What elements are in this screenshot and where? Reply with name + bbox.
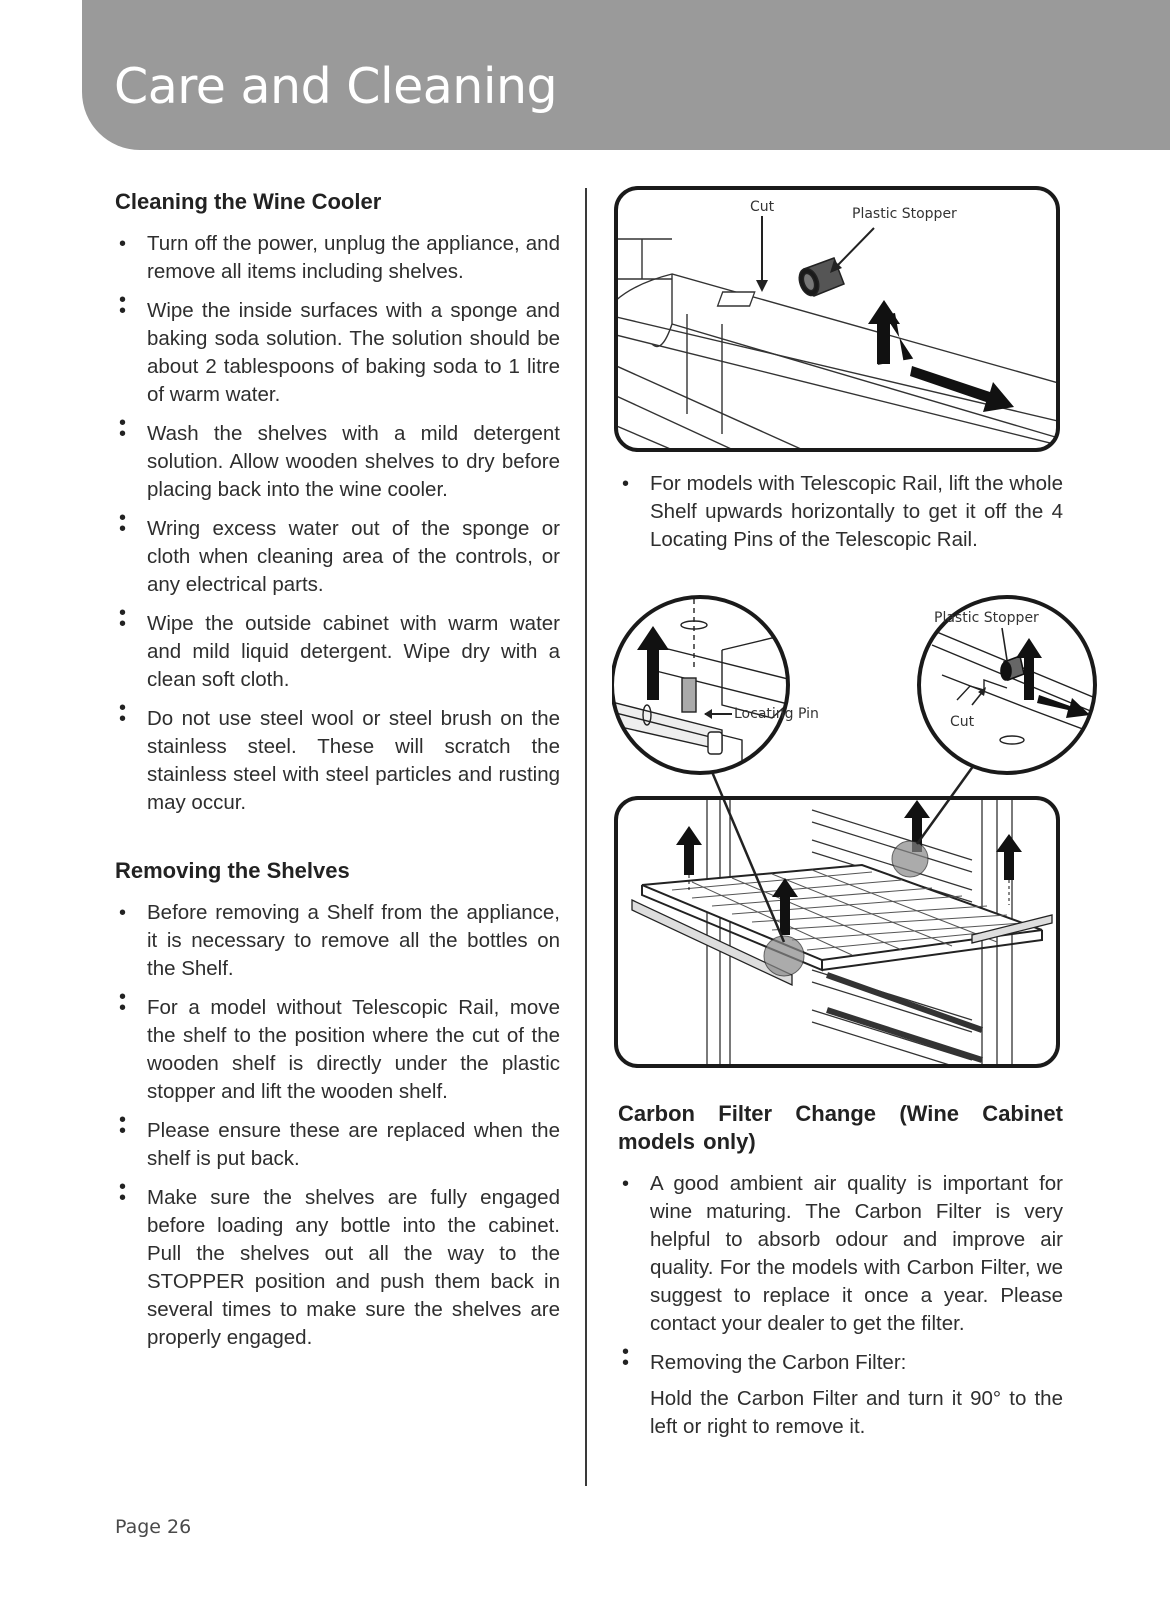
list-item: • For models with Telescopic Rail, lift the whole Shelf upwards horizontally to get it off the 4 Locating Pins of the Telescopic Rail. — [618, 470, 1063, 554]
shelves-heading: Removing the Shelves — [115, 858, 350, 883]
label-cut-2: Cut — [950, 714, 975, 730]
label-cut: Cut — [750, 199, 775, 215]
list-item: • Removing the Carbon Filter: — [618, 1349, 1063, 1377]
left-column — [115, 188, 560, 1352]
list-item: • Turn off the power, unplug the appliance, and remove all items including shelves. — [115, 230, 560, 286]
list-item: • Make sure the shelves are fully engaged before loading any bottle into the cabinet. Pull the shelves out all the way to the STOPPER position and push them back in several times to make sure the shelves are properly engaged. — [115, 1184, 560, 1352]
cleaning-heading: Cleaning the Wine Cooler — [115, 189, 382, 214]
list-item: • For a model without Telescopic Rail, move the shelf to the position where the cut of the wooden shelf is directly under the plastic stopper and lift the wooden shelf. — [115, 994, 560, 1106]
column-divider — [585, 188, 587, 1486]
cleaning-list — [115, 230, 560, 817]
list-item: • Wipe the outside cabinet with warm water and mild liquid detergent. Wipe dry with a clean soft cloth. — [115, 610, 560, 694]
carbon-heading: Carbon Filter Change (Wine Cabinet models only) — [618, 1101, 1063, 1154]
page-title: Care and Cleaning — [114, 58, 558, 115]
label-locating-pin: Locating Pin — [734, 706, 819, 722]
telescopic-block — [618, 470, 1063, 554]
carbon-filter-block — [618, 1100, 1063, 1441]
list-item: • Please ensure these are replaced when the shelf is put back. — [115, 1117, 560, 1173]
label-plastic-stopper-2: Plastic Stopper — [934, 610, 1039, 626]
figure-stopper-removal — [612, 184, 1062, 454]
carbon-instruction: Hold the Carbon Filter and turn it 90° to the left or right to remove it. — [650, 1387, 1063, 1438]
label-plastic-stopper: Plastic Stopper — [852, 206, 957, 222]
list-item: • Do not use steel wool or steel brush on the stainless steel. These will scratch the stainless steel with steel particles and rusting may occur. — [115, 705, 560, 817]
list-item: • A good ambient air quality is important for wine maturing. The Carbon Filter is very helpful to absorb odour and improve air quality. For the models with Carbon Filter, we suggest to replace it once a year. Please contact your dealer to get the filter. — [618, 1170, 1063, 1338]
list-item: • Before removing a Shelf from the appliance, it is necessary to remove all the bottles on the Shelf. — [115, 899, 560, 983]
list-item: • Wipe the inside surfaces with a sponge and baking soda solution. The solution should be about 2 tablespoons of baking soda to 1 litre of warm water. — [115, 297, 560, 409]
shelves-list — [115, 899, 560, 1352]
figure-telescopic-rail — [612, 590, 1112, 1080]
list-item: • Wring excess water out of the sponge or cloth when cleaning area of the controls, or any electrical parts. — [115, 515, 560, 599]
list-item: • Wash the shelves with a mild detergent solution. Allow wooden shelves to dry before placing back into the wine cooler. — [115, 420, 560, 504]
page-number: Page 26 — [115, 1516, 192, 1538]
